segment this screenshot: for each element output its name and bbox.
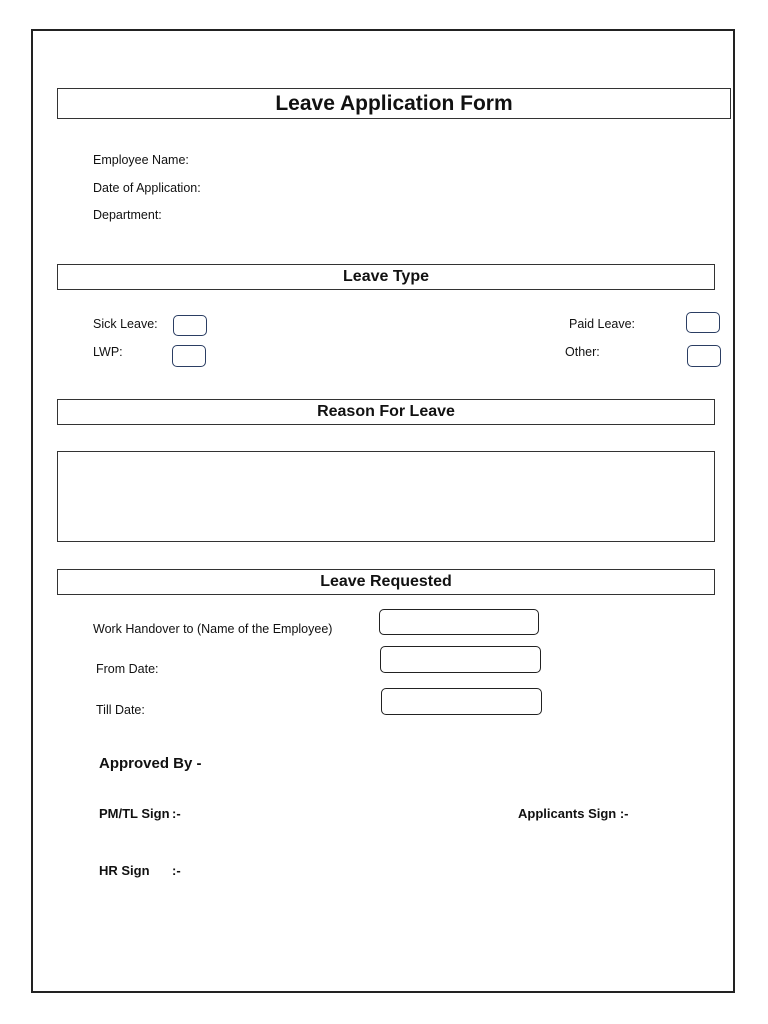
leave-requested-header: Leave Requested — [57, 569, 715, 595]
other-checkbox[interactable] — [687, 345, 721, 367]
work-handover-input[interactable] — [379, 609, 539, 635]
till-date-label: Till Date: — [96, 703, 145, 717]
from-date-input[interactable] — [380, 646, 541, 673]
pm-tl-sign-label: PM/TL Sign — [99, 806, 170, 821]
lwp-checkbox[interactable] — [172, 345, 206, 367]
hr-sign-label: HR Sign — [99, 863, 150, 878]
till-date-input[interactable] — [381, 688, 542, 715]
from-date-label: From Date: — [96, 662, 159, 676]
employee-name-label: Employee Name: — [93, 153, 189, 167]
date-of-application-label: Date of Application: — [93, 181, 201, 195]
other-label: Other: — [565, 345, 600, 359]
lwp-label: LWP: — [93, 345, 123, 359]
work-handover-label: Work Handover to (Name of the Employee) — [93, 622, 333, 636]
approved-by-heading: Approved By - — [99, 755, 202, 772]
sick-leave-label: Sick Leave: — [93, 317, 158, 331]
applicant-sign-label: Applicants Sign :- — [518, 806, 629, 821]
department-label: Department: — [93, 208, 162, 222]
reason-textarea[interactable] — [57, 451, 715, 542]
form-title: Leave Application Form — [57, 88, 731, 119]
hr-sign-separator: :- — [172, 863, 181, 878]
paid-leave-label: Paid Leave: — [569, 317, 636, 331]
leave-type-header: Leave Type — [57, 264, 715, 290]
paid-leave-checkbox[interactable] — [686, 312, 720, 333]
pm-tl-sign-separator: :- — [172, 806, 181, 821]
sick-leave-checkbox[interactable] — [173, 315, 207, 336]
reason-for-leave-header: Reason For Leave — [57, 399, 715, 425]
